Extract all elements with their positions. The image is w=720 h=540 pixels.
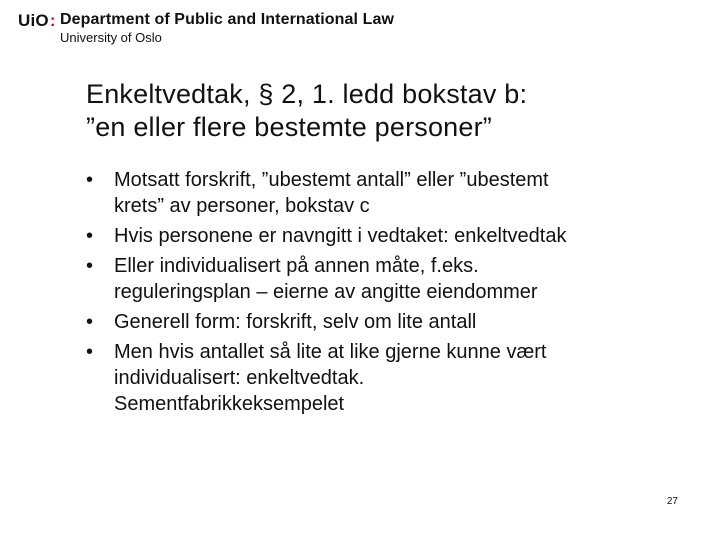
bullet-item xyxy=(86,339,686,417)
page-number: 27 xyxy=(666,496,678,507)
bullet-text-line: Hvis personene er navngitt i vedtaket: enkeltvedtak xyxy=(114,225,567,247)
university-name: University of Oslo xyxy=(60,30,162,45)
bullet-list xyxy=(86,167,686,421)
logo-colon: : xyxy=(49,11,56,30)
bullet-text-line: individualisert: enkeltvedtak. xyxy=(114,367,365,389)
slide-title-line-2: ”en eller flere bestemte personer” xyxy=(86,112,492,142)
bullet-text-line: Motsatt forskrift, ”ubestemt antall” eller ”ubestemt xyxy=(114,169,549,191)
bullet-dot: • xyxy=(86,311,94,333)
bullet-dot: • xyxy=(86,341,94,363)
bullet-item xyxy=(86,167,686,219)
bullet-item xyxy=(86,253,686,305)
bullet-dot: • xyxy=(86,225,94,247)
bullet-text-line: reguleringsplan – eierne av angitte eiendommer xyxy=(114,281,538,303)
bullet-text-line: Generell form: forskrift, selv om lite antall xyxy=(114,311,477,333)
bullet-text-line: Eller individualisert på annen måte, f.eks. xyxy=(114,255,479,277)
slide-header xyxy=(18,10,418,46)
bullet-dot: • xyxy=(86,255,94,277)
uio-logo xyxy=(18,11,56,31)
bullet-text-line: krets” av personer, bokstav c xyxy=(114,195,370,217)
bullet-item xyxy=(86,223,686,249)
bullet-text-line: Sementfabrikkeksempelet xyxy=(114,393,345,415)
bullet-item xyxy=(86,309,686,335)
department-name: Department of Public and International Law xyxy=(60,11,395,28)
slide-title xyxy=(86,78,696,144)
bullet-dot: • xyxy=(86,169,94,191)
bullet-text-line: Men hvis antallet så lite at like gjerne kunne vært xyxy=(114,341,547,363)
logo-text: UiO xyxy=(18,11,49,30)
slide-title-line-1: Enkeltvedtak, § 2, 1. ledd bokstav b: xyxy=(86,79,528,109)
